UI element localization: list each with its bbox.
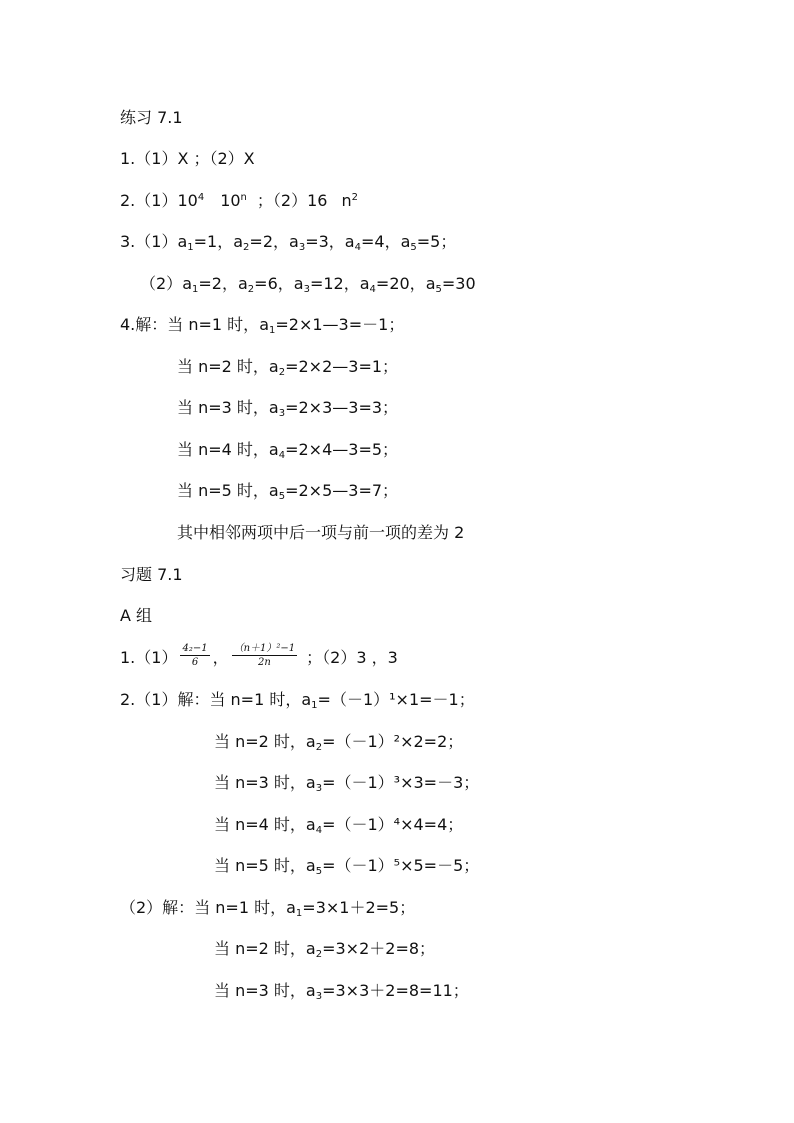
var-letter: a <box>268 357 279 376</box>
exercise-1-prefix: 1.（1） <box>120 648 178 667</box>
term-sub: 3 <box>303 284 310 295</box>
fraction-1-denominator: 6 <box>191 657 199 668</box>
section-title-exercises: 习题 7.1 <box>120 565 183 584</box>
term-sub: 2 <box>247 284 255 295</box>
var-letter: a <box>359 274 370 293</box>
term-sub: 3 <box>298 242 306 253</box>
exercise-2-2-row-1 <box>120 897 415 919</box>
fraction-2 <box>232 643 298 668</box>
fraction-2-denominator: 2n <box>257 657 271 668</box>
condition: 当 n=2 时， <box>177 357 269 376</box>
expression: =（－1）⁴×4=4； <box>322 815 464 834</box>
answer-4-row-1 <box>120 314 404 336</box>
var-letter: a <box>289 232 299 251</box>
expression: =3×3＋2=8=11； <box>322 981 469 1000</box>
var-letter: a <box>268 398 279 417</box>
condition: 当 n=2 时， <box>214 732 306 751</box>
var-letter: a <box>305 856 316 875</box>
exercise-2-2-row-2 <box>214 938 435 960</box>
term <box>233 232 289 251</box>
var-letter: a <box>305 732 316 751</box>
exercise-2-2-lead: （2）解： <box>120 898 195 917</box>
answer-2 <box>120 190 358 212</box>
exercise-2-1-row-4 <box>214 814 463 836</box>
term <box>360 274 426 293</box>
answer-1: 1.（1）X ；（2）X <box>120 149 255 168</box>
exercise-2-1-row-3 <box>214 772 479 794</box>
answer-2-mid: ；（2）16 <box>256 191 328 210</box>
term <box>401 232 457 251</box>
term-sub: 1 <box>269 325 276 336</box>
expression: =2×3—3=3； <box>285 398 399 417</box>
answer-4-lead: 4.解： <box>120 315 168 334</box>
term-sub: 5 <box>410 242 417 253</box>
term <box>177 232 233 251</box>
term-value: =20， <box>375 274 426 293</box>
term <box>345 232 401 251</box>
term <box>426 274 476 293</box>
exercise-1-comma: ， <box>212 648 229 667</box>
term-value: =6， <box>254 274 294 293</box>
condition: 当 n=2 时， <box>214 939 306 958</box>
term-sub: 4 <box>354 242 361 253</box>
var-letter: a <box>268 440 279 459</box>
var-letter: a <box>177 232 188 251</box>
exercise-1-suffix: ；（2）3 ，3 <box>306 648 398 667</box>
expression: =2×5—3=7； <box>285 481 399 500</box>
expression: =2×1—3=－1； <box>275 315 405 334</box>
term-sub: 2 <box>315 742 323 753</box>
answer-2-sup2: n <box>240 192 247 203</box>
answer-3-1-prefix: 3.（1） <box>120 232 178 251</box>
exercise-1 <box>120 645 398 671</box>
exercise-2-1-row-2 <box>214 731 463 753</box>
answer-4-row-3 <box>177 397 398 419</box>
var-letter: a <box>182 274 192 293</box>
term-value: =30 <box>441 274 476 293</box>
exercise-2-2-row-3 <box>214 980 469 1002</box>
var-letter: a <box>268 481 279 500</box>
term-sub: 5 <box>435 284 442 295</box>
var-letter: a <box>237 274 248 293</box>
exercise-2-1-lead: 2.（1）解： <box>120 690 210 709</box>
fraction-2-numerator: （n＋1）²−1 <box>233 643 296 654</box>
answer-3-1 <box>120 231 456 253</box>
fraction-1 <box>180 643 209 668</box>
expression: =（－1）¹×1=－1； <box>317 690 475 709</box>
term-value: =2， <box>198 274 238 293</box>
answer-3-2-prefix: （2） <box>140 274 183 293</box>
expression: =3×1＋2=5； <box>302 898 416 917</box>
term-sub: 2 <box>278 367 286 378</box>
answer-2-prefix: 2.（1）10 <box>120 191 198 210</box>
term-sub: 3 <box>315 991 323 1002</box>
var-letter: a <box>305 939 316 958</box>
condition: 当 n=5 时， <box>214 856 306 875</box>
answer-2-sup3: 2 <box>351 192 358 203</box>
expression: =（－1）²×2=2； <box>322 732 464 751</box>
var-letter: a <box>286 898 296 917</box>
condition: 当 n=3 时， <box>214 981 306 1000</box>
term-value: =2， <box>249 232 290 251</box>
var-letter: a <box>425 274 436 293</box>
condition: 当 n=1 时， <box>209 690 302 709</box>
answer-4-row-4 <box>177 439 398 461</box>
var-letter: a <box>305 773 316 792</box>
term-sub: 4 <box>278 450 286 461</box>
term-value: =12， <box>309 274 360 293</box>
condition: 当 n=3 时， <box>177 398 269 417</box>
term-sub: 2 <box>243 242 250 253</box>
answer-2-sup1: 4 <box>197 192 205 203</box>
term-sub: 4 <box>315 825 323 836</box>
condition: 当 n=1 时， <box>194 898 287 917</box>
answer-4-row-2 <box>177 356 398 378</box>
expression: =2×2—3=1； <box>285 357 399 376</box>
condition: 当 n=3 时， <box>214 773 306 792</box>
term-sub: 2 <box>315 949 323 960</box>
term <box>182 274 238 293</box>
var-letter: a <box>301 690 312 709</box>
var-letter: a <box>344 232 355 251</box>
term <box>289 232 345 251</box>
term-value: =3， <box>305 232 345 251</box>
condition: 当 n=4 时， <box>214 815 306 834</box>
term-sub: 1 <box>192 284 199 295</box>
term-sub: 5 <box>278 491 286 502</box>
var-letter: a <box>400 232 411 251</box>
condition: 当 n=4 时， <box>177 440 269 459</box>
term-sub: 1 <box>187 242 194 253</box>
group-a-heading: A 组 <box>120 606 153 625</box>
term-value: =5； <box>416 232 457 251</box>
var-letter: a <box>305 981 316 1000</box>
term-sub: 1 <box>295 908 303 919</box>
exercise-2-1-row-1 <box>120 689 475 711</box>
term <box>294 274 360 293</box>
var-letter: a <box>233 232 244 251</box>
term-sub: 3 <box>315 783 323 794</box>
term-value: =4， <box>360 232 401 251</box>
term-sub: 1 <box>311 700 318 711</box>
var-letter: a <box>293 274 304 293</box>
var-letter: a <box>305 815 316 834</box>
term-sub: 5 <box>315 866 323 877</box>
term-sub: 3 <box>278 408 286 419</box>
term-value: =1， <box>193 232 234 251</box>
answer-4-row-5 <box>177 480 398 502</box>
answer-4-conclusion: 其中相邻两项中后一项与前一项的差为 2 <box>177 523 465 542</box>
expression: =（－1）⁵×5=－5； <box>322 856 480 875</box>
section-title-practice: 练习 7.1 <box>120 108 183 127</box>
answer-2-gap2: n <box>341 191 352 210</box>
var-letter: a <box>259 315 269 334</box>
expression: =（－1）³×3=－3； <box>322 773 480 792</box>
answer-3-2 <box>140 273 476 295</box>
expression: =3×2＋2=8； <box>322 939 436 958</box>
term-sub: 4 <box>369 284 376 295</box>
expression: =2×4—3=5； <box>285 440 399 459</box>
exercise-2-1-row-5 <box>214 855 479 877</box>
condition: 当 n=5 时， <box>177 481 269 500</box>
condition: 当 n=1 时， <box>167 315 260 334</box>
fraction-1-numerator: 4₂−1 <box>182 643 208 654</box>
term <box>238 274 294 293</box>
answer-2-gap1: 10 <box>220 191 241 210</box>
